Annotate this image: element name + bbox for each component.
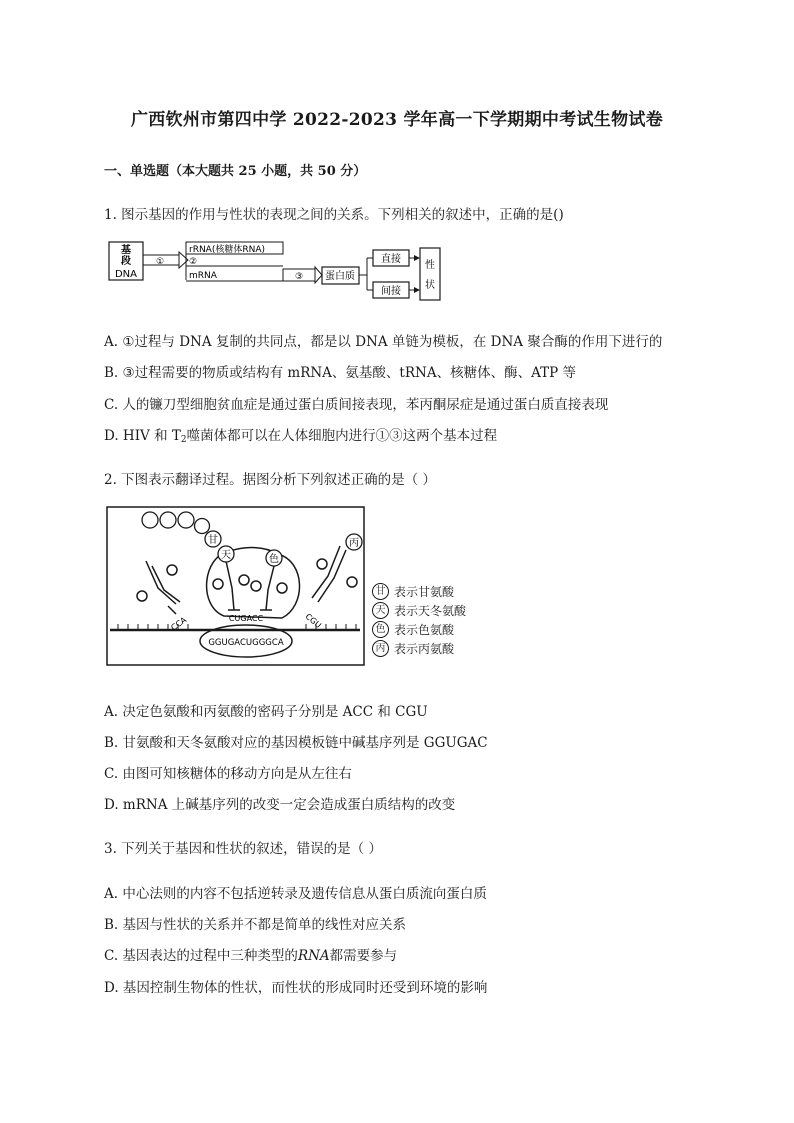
anticodon-right: CGU <box>303 611 323 631</box>
anticodon-left: CCA <box>169 615 189 633</box>
legend-symbol-tian: 天 <box>372 602 389 619</box>
trait-label-bottom: 状 <box>425 280 435 291</box>
question-1-option-a[interactable]: A. ①过程与 DNA 复制的共同点，都是以 DNA 单链为模板，在 DNA 聚合酶的作用下进行的 <box>104 334 663 350</box>
question-1-option-d[interactable] <box>104 424 497 445</box>
gene-label-dna: DNA <box>114 269 138 280</box>
legend-symbol-bing: 丙 <box>372 640 389 657</box>
question-2-stem: 2. 下图表示翻译过程。据图分析下列叙述正确的是（ ） <box>104 472 436 488</box>
anticodon-middle: CUGACC <box>228 614 264 623</box>
section-heading: 一、单选题（本大题共 25 小题，共 50 分） <box>104 164 367 179</box>
option-d-text-post: 噬菌体都可以在人体细胞内进行①③这两个基本过程 <box>186 428 498 444</box>
option-c-rna: RNA <box>297 948 330 964</box>
legend-item-se <box>372 621 454 638</box>
amino-acid-tian: 天 <box>221 550 231 561</box>
option-c-text-post: 都需要参与 <box>329 948 398 964</box>
option-c-text-pre: C. 基因表达的过程中三种类型的 <box>104 948 298 964</box>
legend-text-tian: 表示天冬氨酸 <box>394 604 467 618</box>
amino-acid-bing: 丙 <box>349 538 359 549</box>
gene-expression-diagram <box>108 238 443 304</box>
rrna-label: rRNA(核糖体RNA) <box>189 245 266 255</box>
legend-item-bing <box>372 640 454 657</box>
option-d-subscript: 2 <box>180 435 187 445</box>
question-3-option-c[interactable] <box>104 944 397 964</box>
question-3-option-d[interactable]: D. 基因控制生物体的性状，而性状的形成同时还受到环境的影响 <box>104 980 488 996</box>
legend-item-gan <box>372 583 454 600</box>
question-3-option-a[interactable]: A. 中心法则的内容不包括逆转录及遗传信息从蛋白质流向蛋白质 <box>104 886 487 902</box>
question-1-stem: 1. 图示基因的作用与性状的表现之间的关系。下列相关的叙述中，正确的是() <box>104 207 564 223</box>
question-3-option-b[interactable]: B. 基因与性状的关系并不都是简单的线性对应关系 <box>104 917 407 933</box>
step-3-label: ③ <box>294 272 304 282</box>
direct-label: 直接 <box>381 254 401 265</box>
amino-acid-gan: 甘 <box>208 535 218 546</box>
trait-label-top: 性 <box>425 260 435 271</box>
question-1-option-c[interactable]: C. 人的镰刀型细胞贫血症是通过蛋白质间接表现，苯丙酮尿症是通过蛋白质直接表现 <box>104 397 609 413</box>
legend-text-gan: 表示甘氨酸 <box>394 585 455 599</box>
question-2-option-b[interactable]: B. 甘氨酸和天冬氨酸对应的基因模板链中碱基序列是 GGUGAC <box>104 735 488 751</box>
legend-item-tian <box>372 602 466 619</box>
option-d-text-pre: D. HIV 和 T <box>104 428 181 444</box>
legend-symbol-gan: 甘 <box>372 583 389 600</box>
legend-text-se: 表示色氨酸 <box>394 623 455 637</box>
step-2-label: ② <box>189 257 198 267</box>
legend-symbol-se: 色 <box>372 621 389 638</box>
legend-text-bing: 表示丙氨酸 <box>394 642 455 656</box>
protein-label: 蛋白质 <box>325 271 355 282</box>
question-2-option-d[interactable]: D. mRNA 上碱基序列的改变一定会造成蛋白质结构的改变 <box>104 797 456 813</box>
gene-label-top: 基 <box>121 245 131 256</box>
amino-acid-se: 色 <box>269 554 279 565</box>
question-2-option-a[interactable]: A. 决定色氨酸和丙氨酸的密码子分别是 ACC 和 CGU <box>104 704 428 720</box>
page-title: 广西钦州市第四中学 2022-2023 学年高一下学期期中考试生物试卷 <box>130 110 664 130</box>
indirect-label: 间接 <box>381 286 401 297</box>
gene-label-mid: 段 <box>121 256 131 267</box>
question-1-option-b[interactable]: B. ③过程需要的物质或结构有 mRNA、氨基酸、tRNA、核糖体、酶、ATP 等 <box>104 365 576 381</box>
mrna-label: mRNA <box>189 271 217 281</box>
step-1-label: ① <box>155 257 165 267</box>
translation-diagram <box>106 506 366 668</box>
question-3-stem: 3. 下列关于基因和性状的叙述，错误的是（ ） <box>104 841 382 857</box>
mrna-sequence: GGUGACUGGGCA <box>208 638 284 648</box>
question-2-option-c[interactable]: C. 由图可知核糖体的移动方向是从左往右 <box>104 766 352 782</box>
